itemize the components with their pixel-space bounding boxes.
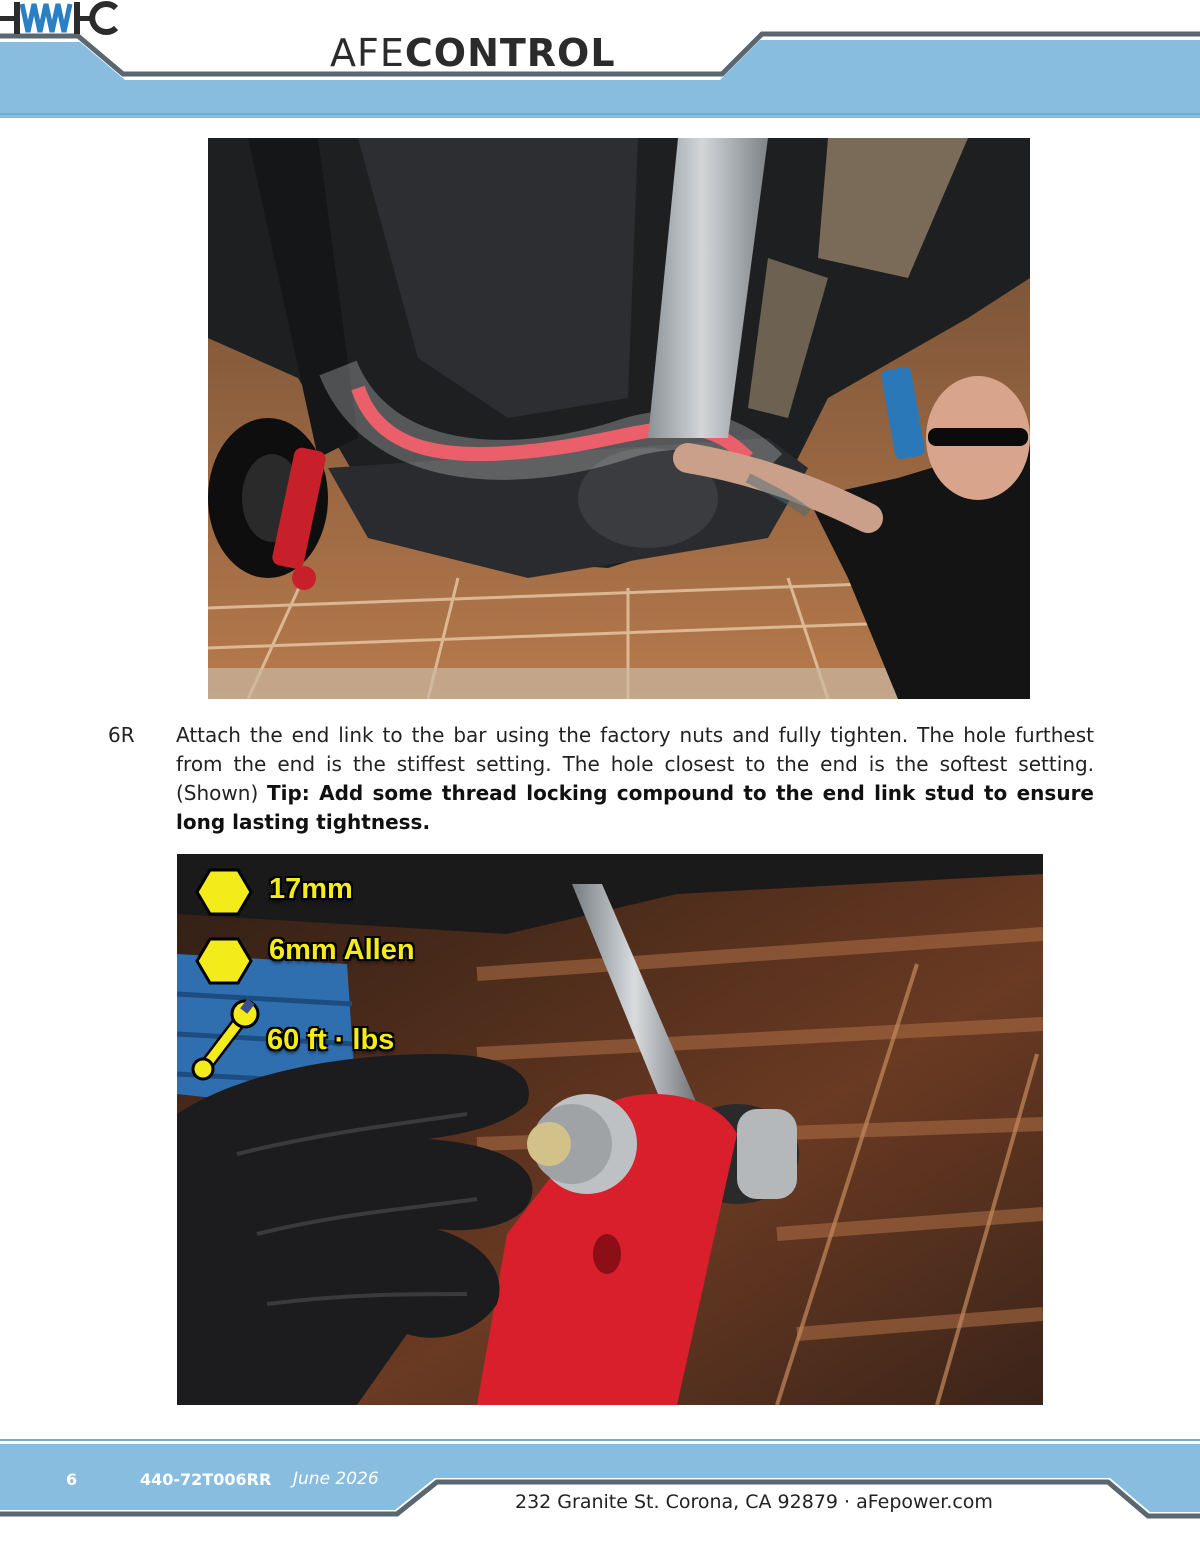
step-body: Attach the end link to the bar using the factory nuts and fully tighten. The hole furthest from the end is the stiffest setting. The hole closest to the end is the softest setting. (Shown) (176, 723, 1094, 805)
vehicle-underside-photo (208, 138, 1030, 699)
end-link-photo (177, 854, 1043, 1405)
document-date: June 2026 (293, 1469, 379, 1489)
part-number: 440-72T006RR (140, 1470, 272, 1489)
brand-logo (330, 30, 616, 76)
step-number: 6R (108, 723, 135, 747)
hex-socket-icon (197, 939, 251, 983)
hex-socket-icon (197, 870, 251, 914)
company-address: 232 Granite St. Corona, CA 92879 · aFepower.com (515, 1491, 993, 1513)
callout-17mm: 17mm (269, 873, 353, 905)
page-number: 6 (66, 1470, 78, 1489)
callout-6mm-allen: 6mm Allen (269, 934, 415, 966)
step-text (176, 721, 1094, 837)
callout-torque: 60 ft · lbs (267, 1024, 395, 1056)
page-header (0, 0, 1200, 118)
afe-logo-mark-icon (0, 0, 118, 36)
step-tip: Tip: Add some thread locking compound to the end link stud to ensure long lasting tightness. (176, 781, 1094, 834)
brand-suffix: CONTROL (404, 31, 616, 75)
brand-prefix: AFE (330, 31, 405, 75)
